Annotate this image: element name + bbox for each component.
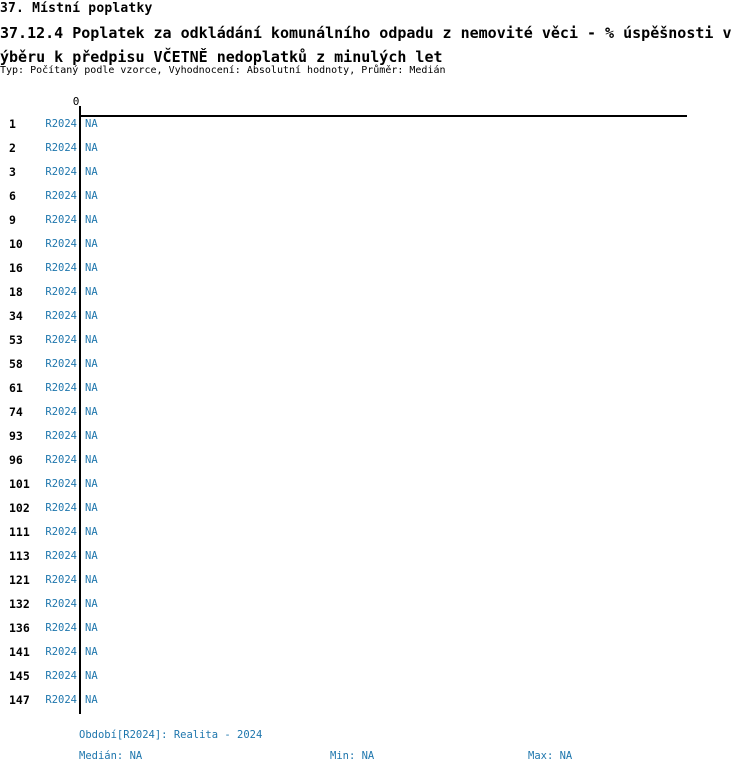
row-period-label: R2024 bbox=[45, 214, 77, 226]
row-value-label: NA bbox=[85, 550, 98, 562]
row-value-label: NA bbox=[85, 622, 98, 634]
row-index-label: 9 bbox=[9, 213, 16, 227]
row-period-label: R2024 bbox=[45, 478, 77, 490]
chart-row bbox=[0, 544, 750, 568]
row-value-label: NA bbox=[85, 190, 98, 202]
row-index-label: 6 bbox=[9, 189, 16, 203]
row-index-label: 74 bbox=[9, 405, 23, 419]
row-period-label: R2024 bbox=[45, 238, 77, 250]
row-index-label: 111 bbox=[9, 525, 30, 539]
chart-row bbox=[0, 616, 750, 640]
row-value-label: NA bbox=[85, 406, 98, 418]
row-index-label: 3 bbox=[9, 165, 16, 179]
chart-row bbox=[0, 112, 750, 136]
chart-row bbox=[0, 568, 750, 592]
chart-row bbox=[0, 160, 750, 184]
chart-row bbox=[0, 640, 750, 664]
row-value-label: NA bbox=[85, 670, 98, 682]
row-index-label: 141 bbox=[9, 645, 30, 659]
row-value-label: NA bbox=[85, 598, 98, 610]
chart-row bbox=[0, 232, 750, 256]
row-period-label: R2024 bbox=[45, 454, 77, 466]
row-period-label: R2024 bbox=[45, 622, 77, 634]
row-value-label: NA bbox=[85, 478, 98, 490]
row-period-label: R2024 bbox=[45, 262, 77, 274]
row-index-label: 101 bbox=[9, 477, 30, 491]
row-index-label: 113 bbox=[9, 549, 30, 563]
chart-row bbox=[0, 448, 750, 472]
row-period-label: R2024 bbox=[45, 694, 77, 706]
row-value-label: NA bbox=[85, 646, 98, 658]
row-index-label: 102 bbox=[9, 501, 30, 515]
row-value-label: NA bbox=[85, 358, 98, 370]
row-period-label: R2024 bbox=[45, 670, 77, 682]
chart-row bbox=[0, 376, 750, 400]
row-period-label: R2024 bbox=[45, 550, 77, 562]
row-period-label: R2024 bbox=[45, 430, 77, 442]
row-period-label: R2024 bbox=[45, 574, 77, 586]
row-period-label: R2024 bbox=[45, 334, 77, 346]
row-value-label: NA bbox=[85, 262, 98, 274]
row-index-label: 58 bbox=[9, 357, 23, 371]
row-index-label: 147 bbox=[9, 693, 30, 707]
chart-row bbox=[0, 400, 750, 424]
chart-row bbox=[0, 496, 750, 520]
chart-title: 37. Místní poplatky bbox=[0, 1, 153, 16]
row-value-label: NA bbox=[85, 454, 98, 466]
row-period-label: R2024 bbox=[45, 382, 77, 394]
row-value-label: NA bbox=[85, 118, 98, 130]
chart-row bbox=[0, 688, 750, 712]
row-value-label: NA bbox=[85, 382, 98, 394]
row-period-label: R2024 bbox=[45, 646, 77, 658]
row-period-label: R2024 bbox=[45, 502, 77, 514]
row-period-label: R2024 bbox=[45, 598, 77, 610]
row-value-label: NA bbox=[85, 166, 98, 178]
chart-subtitle-line2: ýběru k předpisu VČETNĚ nedoplatků z minulých let bbox=[0, 48, 443, 66]
chart-row bbox=[0, 304, 750, 328]
row-value-label: NA bbox=[85, 526, 98, 538]
row-index-label: 16 bbox=[9, 261, 23, 275]
legend-period-label: Období[R2024]: Realita - 2024 bbox=[79, 729, 263, 741]
row-value-label: NA bbox=[85, 286, 98, 298]
row-period-label: R2024 bbox=[45, 118, 77, 130]
chart-row bbox=[0, 472, 750, 496]
chart-meta-line: Typ: Počítaný podle vzorce, Vyhodnocení: Absolutní hodnoty, Průměr: Medián bbox=[0, 65, 446, 76]
row-value-label: NA bbox=[85, 310, 98, 322]
max-stat-label: Max: NA bbox=[528, 750, 573, 762]
row-index-label: 96 bbox=[9, 453, 23, 467]
chart-row bbox=[0, 208, 750, 232]
x-axis-zero-tick-label: 0 bbox=[72, 95, 80, 108]
chart-row bbox=[0, 256, 750, 280]
row-period-label: R2024 bbox=[45, 166, 77, 178]
row-index-label: 121 bbox=[9, 573, 30, 587]
chart-row bbox=[0, 184, 750, 208]
row-index-label: 10 bbox=[9, 237, 23, 251]
row-period-label: R2024 bbox=[45, 358, 77, 370]
row-value-label: NA bbox=[85, 142, 98, 154]
row-period-label: R2024 bbox=[45, 310, 77, 322]
chart-row bbox=[0, 280, 750, 304]
row-index-label: 132 bbox=[9, 597, 30, 611]
row-index-label: 18 bbox=[9, 285, 23, 299]
chart-row bbox=[0, 592, 750, 616]
row-period-label: R2024 bbox=[45, 142, 77, 154]
row-value-label: NA bbox=[85, 238, 98, 250]
chart-row bbox=[0, 328, 750, 352]
row-period-label: R2024 bbox=[45, 526, 77, 538]
row-index-label: 53 bbox=[9, 333, 23, 347]
chart-row bbox=[0, 424, 750, 448]
row-index-label: 61 bbox=[9, 381, 23, 395]
row-index-label: 34 bbox=[9, 309, 23, 323]
chart-row bbox=[0, 664, 750, 688]
chart-subtitle-line1: 37.12.4 Poplatek za odkládání komunálního odpadu z nemovité věci - % úspěšnosti v bbox=[0, 24, 732, 42]
row-value-label: NA bbox=[85, 430, 98, 442]
row-index-label: 93 bbox=[9, 429, 23, 443]
row-period-label: R2024 bbox=[45, 190, 77, 202]
chart-row bbox=[0, 352, 750, 376]
row-value-label: NA bbox=[85, 502, 98, 514]
row-period-label: R2024 bbox=[45, 406, 77, 418]
row-index-label: 145 bbox=[9, 669, 30, 683]
row-value-label: NA bbox=[85, 214, 98, 226]
row-period-label: R2024 bbox=[45, 286, 77, 298]
median-stat-label: Medián: NA bbox=[79, 750, 143, 762]
row-value-label: NA bbox=[85, 694, 98, 706]
row-value-label: NA bbox=[85, 334, 98, 346]
row-value-label: NA bbox=[85, 574, 98, 586]
chart-row bbox=[0, 520, 750, 544]
chart-row bbox=[0, 136, 750, 160]
row-index-label: 2 bbox=[9, 141, 16, 155]
row-index-label: 1 bbox=[9, 117, 16, 131]
row-index-label: 136 bbox=[9, 621, 30, 635]
min-stat-label: Min: NA bbox=[330, 750, 375, 762]
